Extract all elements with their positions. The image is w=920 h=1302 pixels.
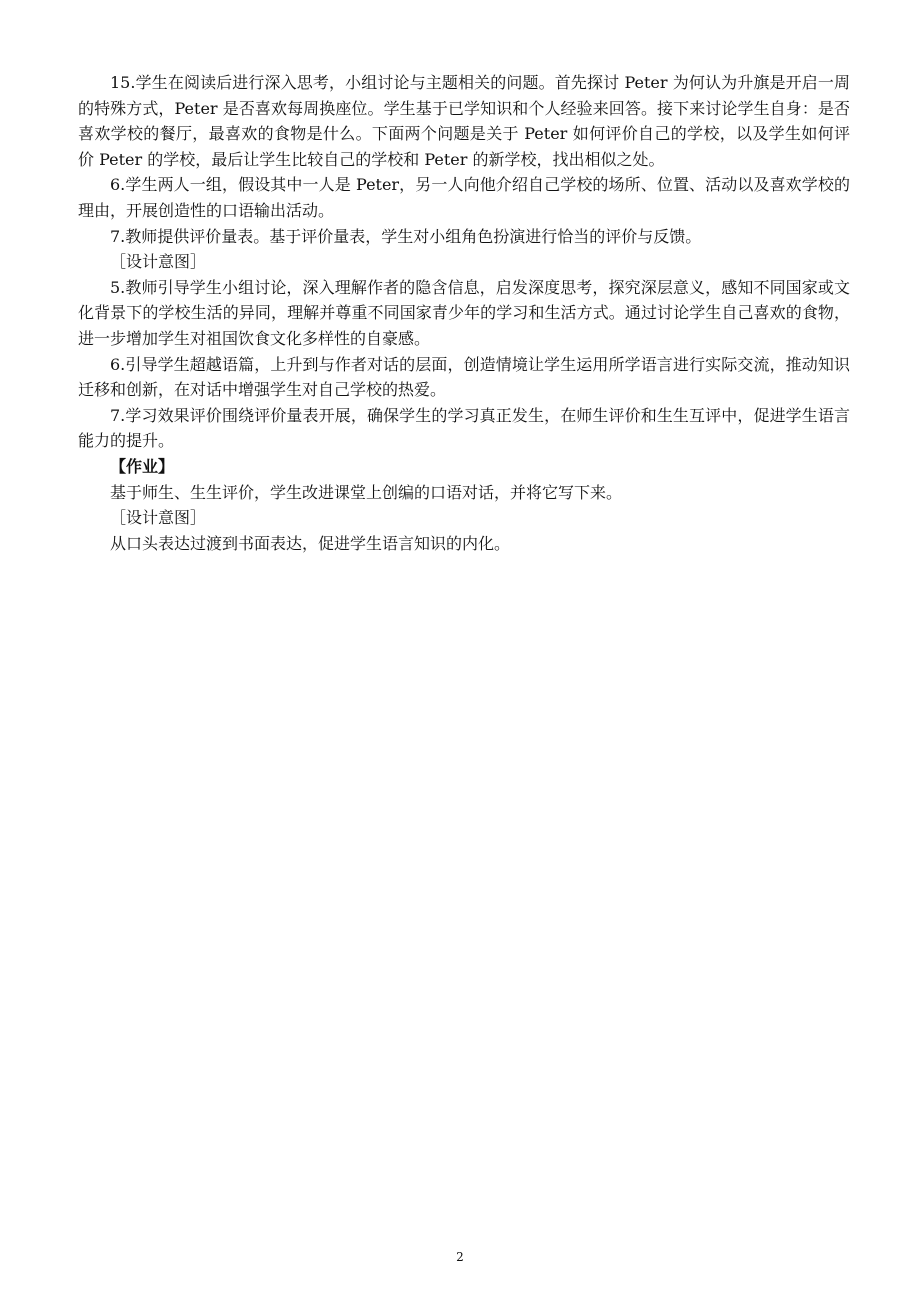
page-number: 2 (456, 1250, 464, 1264)
paragraph-discussion-questions: 15.学生在阅读后进行深入思考，小组讨论与主题相关的问题。首先探讨 Peter 为何认为升旗是开启一周的特殊方式，Peter 是否喜欢每周换座位。学生基于已学知识和个人经验来回答。接下来讨论学生自身：是否喜欢学校的餐厅，最喜欢的食物是什么。下面两个问题是关于 Peter 如何评价自己的学校，以及学生如何评价 Peter 的学校，最后让学生比较自己的学校和 Peter 的新学校，找出相似之处。 (78, 73, 850, 169)
section-label-design-intent: ［设计意图］ (110, 252, 207, 272)
paragraph-homework: 基于师生、生生评价，学生改进课堂上创编的口语对话，并将它写下来。 (110, 482, 623, 502)
document-body (78, 70, 850, 556)
paragraph-evaluation-rubric: 7.教师提供评价量表。基于评价量表，学生对小组角色扮演进行恰当的评价与反馈。 (110, 226, 702, 246)
paragraph-intent-5: 5.教师引导学生小组讨论，深入理解作者的隐含信息，启发深度思考，探究深层意义，感知不同国家或文化背景下的学校生活的异同，理解并尊重不同国家青少年的学习和生活方式。通过讨论学生自己喜欢的食物，进一步增加学生对祖国饮食文化多样性的自豪感。 (78, 277, 850, 348)
paragraph-pair-roleplay: 6.学生两人一组，假设其中一人是 Peter，另一人向他介绍自己学校的场所、位置、活动以及喜欢学校的理由，开展创造性的口语输出活动。 (78, 175, 850, 220)
section-label-design-intent-homework: ［设计意图］ (110, 508, 207, 528)
paragraph-homework-intent: 从口头表达过渡到书面表达，促进学生语言知识的内化。 (110, 533, 511, 553)
paragraph-intent-7: 7.学习效果评价围绕评价量表开展，确保学生的学习真正发生，在师生评价和生生互评中，促进学生语言能力的提升。 (78, 405, 850, 451)
section-heading-homework: 【作业】 (110, 456, 175, 476)
paragraph-intent-6: 6.引导学生超越语篇，上升到与作者对话的层面，创造情境让学生运用所学语言进行实际交流，推动知识迁移和创新，在对话中增强学生对自己学校的热爱。 (78, 354, 850, 400)
